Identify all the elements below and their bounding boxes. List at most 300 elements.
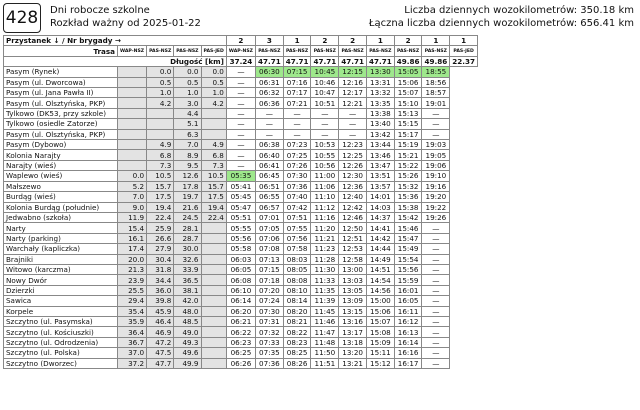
table-row bbox=[4, 358, 478, 368]
departure-time: 06:03 bbox=[226, 254, 255, 264]
departure-time: — bbox=[339, 129, 367, 139]
table-row bbox=[4, 192, 478, 202]
departure-time: 13:35 bbox=[366, 98, 394, 108]
departure-time: — bbox=[422, 358, 450, 368]
departure-time: 07:20 bbox=[255, 285, 283, 295]
departure-time: 14:01 bbox=[366, 192, 394, 202]
departure-time: — bbox=[226, 129, 255, 139]
departure-time: 06:30 bbox=[255, 67, 283, 77]
departure-time: 07:24 bbox=[255, 296, 283, 306]
stop-distance: 6.3 bbox=[174, 129, 201, 139]
stop-distance: 19.4 bbox=[147, 202, 174, 212]
departure-time: 07:01 bbox=[255, 212, 283, 222]
departure-time: 07:58 bbox=[283, 244, 311, 254]
departure-time: 05:41 bbox=[226, 181, 255, 191]
departure-time: 15:21 bbox=[394, 150, 422, 160]
departure-time: 07:16 bbox=[283, 77, 311, 87]
departure-time: 11:23 bbox=[311, 244, 339, 254]
stop-name: Kolonia Narajty bbox=[4, 150, 118, 160]
stop-distance bbox=[118, 77, 147, 87]
departure-time: 07:40 bbox=[283, 192, 311, 202]
stop-distance: 7.0 bbox=[118, 192, 147, 202]
departure-time: 15:15 bbox=[394, 119, 422, 129]
departure-time: — bbox=[226, 108, 255, 118]
departure-time: 08:10 bbox=[283, 285, 311, 295]
departure-time: 15:42 bbox=[394, 212, 422, 222]
departure-time: 15:47 bbox=[394, 233, 422, 243]
departure-time: 07:36 bbox=[283, 181, 311, 191]
departure-time: 11:30 bbox=[311, 264, 339, 274]
departure-time: 12:23 bbox=[339, 140, 367, 150]
departure-time: 07:30 bbox=[255, 306, 283, 316]
departure-time: 06:55 bbox=[255, 192, 283, 202]
departure-time: 12:51 bbox=[339, 233, 367, 243]
departure-time: 07:32 bbox=[255, 327, 283, 337]
departure-time: 15:06 bbox=[394, 77, 422, 87]
stop-distance bbox=[201, 254, 226, 264]
stop-distance: 17.4 bbox=[118, 244, 147, 254]
stop-name: Narty bbox=[4, 223, 118, 233]
departure-time: 15:22 bbox=[394, 160, 422, 170]
departure-time: 08:14 bbox=[283, 296, 311, 306]
departure-time: 13:17 bbox=[339, 327, 367, 337]
departure-time: 11:06 bbox=[311, 181, 339, 191]
stop-distance: 37.0 bbox=[118, 348, 147, 358]
departure-time: 11:51 bbox=[311, 358, 339, 368]
stop-distance: 4.2 bbox=[147, 98, 174, 108]
departure-time: — bbox=[422, 233, 450, 243]
departure-time: 07:08 bbox=[255, 244, 283, 254]
stop-name: Brajniki bbox=[4, 254, 118, 264]
departure-time: — bbox=[226, 77, 255, 87]
stop-distance bbox=[201, 327, 226, 337]
departure-time: 10:53 bbox=[311, 140, 339, 150]
departure-time: — bbox=[283, 119, 311, 129]
brigade-number: 3 bbox=[255, 36, 283, 46]
departure-time: 11:47 bbox=[311, 327, 339, 337]
departure-time: 19:10 bbox=[422, 171, 450, 181]
departure-time: 14:03 bbox=[366, 202, 394, 212]
departure-time: 05:47 bbox=[226, 202, 255, 212]
stop-distance: 46.4 bbox=[147, 316, 174, 326]
departure-time: 06:36 bbox=[255, 98, 283, 108]
departure-time: 16:17 bbox=[394, 358, 422, 368]
departure-time: 08:22 bbox=[283, 327, 311, 337]
stop-distance bbox=[201, 296, 226, 306]
departure-time: 07:35 bbox=[255, 348, 283, 358]
distance-column-code: PAS-NSZ bbox=[174, 46, 201, 56]
departure-time: — bbox=[226, 140, 255, 150]
departure-time: 07:18 bbox=[255, 275, 283, 285]
trip-length: 47.71 bbox=[283, 56, 311, 66]
departure-time: 12:15 bbox=[339, 67, 367, 77]
table-row bbox=[4, 129, 478, 139]
departure-time: 19:01 bbox=[422, 98, 450, 108]
departure-time: 08:08 bbox=[283, 275, 311, 285]
departure-time: 14:49 bbox=[366, 254, 394, 264]
stop-name: Szczytno (ul. Pasymska) bbox=[4, 316, 118, 326]
departure-time: 13:20 bbox=[339, 348, 367, 358]
departure-time: 15:12 bbox=[366, 358, 394, 368]
departure-time: 06:21 bbox=[226, 316, 255, 326]
trasa-label: Trasa bbox=[4, 46, 118, 56]
stop-distance bbox=[201, 108, 226, 118]
departure-time: 06:20 bbox=[226, 306, 255, 316]
departure-time: 14:44 bbox=[366, 244, 394, 254]
departure-time: 07:31 bbox=[255, 316, 283, 326]
route-code: PAS-NSZ bbox=[422, 46, 450, 56]
stop-distance: 0.5 bbox=[147, 77, 174, 87]
stop-distance bbox=[118, 119, 147, 129]
departure-time: 06:22 bbox=[226, 327, 255, 337]
departure-time: — bbox=[311, 129, 339, 139]
table-row bbox=[4, 108, 478, 118]
departure-time: 07:36 bbox=[255, 358, 283, 368]
stop-distance bbox=[201, 119, 226, 129]
stop-name: Pasym (Rynek) bbox=[4, 67, 118, 77]
departure-time: 14:56 bbox=[366, 285, 394, 295]
departure-time: 19:05 bbox=[422, 150, 450, 160]
departure-time: 06:05 bbox=[226, 264, 255, 274]
stop-distance: 15.4 bbox=[118, 223, 147, 233]
departure-time: 08:23 bbox=[283, 337, 311, 347]
brigade-header-row bbox=[4, 36, 478, 46]
stop-distance: 36.4 bbox=[118, 327, 147, 337]
departure-time: 12:16 bbox=[339, 77, 367, 87]
departure-time: — bbox=[422, 119, 450, 129]
stop-distance: 47.2 bbox=[147, 337, 174, 347]
distance-column-code: PAS-NSZ bbox=[147, 46, 174, 56]
stop-name: Tylkowo (osiedle Zatorze) bbox=[4, 119, 118, 129]
departure-time: 15:10 bbox=[394, 98, 422, 108]
stop-distance: 30.4 bbox=[147, 254, 174, 264]
departure-time: 06:38 bbox=[255, 140, 283, 150]
table-row bbox=[4, 275, 478, 285]
table-row bbox=[4, 233, 478, 243]
departure-time: — bbox=[339, 108, 367, 118]
departure-time: 05:35 bbox=[226, 171, 255, 181]
stop-distance: 4.9 bbox=[201, 140, 226, 150]
brigade-number: 2 bbox=[311, 36, 339, 46]
departure-time: 12:40 bbox=[339, 192, 367, 202]
departure-time: — bbox=[226, 160, 255, 170]
stop-distance: 30.0 bbox=[174, 244, 201, 254]
stop-distance bbox=[201, 285, 226, 295]
departure-time: 15:19 bbox=[394, 140, 422, 150]
stop-distance: 0.5 bbox=[201, 77, 226, 87]
stop-name: Tylkowo (DK53, przy szkole) bbox=[4, 108, 118, 118]
stop-distance: 42.0 bbox=[174, 296, 201, 306]
departure-time: 05:51 bbox=[226, 212, 255, 222]
departure-time: 13:42 bbox=[366, 129, 394, 139]
route-number-badge: 428 bbox=[3, 3, 41, 33]
departure-time: — bbox=[255, 129, 283, 139]
stop-distance: 35.9 bbox=[118, 316, 147, 326]
departure-time: 11:12 bbox=[311, 202, 339, 212]
table-row bbox=[4, 88, 478, 98]
stop-distance: 5.2 bbox=[118, 181, 147, 191]
departure-time: — bbox=[311, 119, 339, 129]
departure-time: 16:12 bbox=[394, 316, 422, 326]
departure-time: 12:26 bbox=[339, 160, 367, 170]
departure-time: 19:26 bbox=[422, 212, 450, 222]
departure-time: — bbox=[422, 264, 450, 274]
brigade-number: 1 bbox=[283, 36, 311, 46]
table-row bbox=[4, 202, 478, 212]
stop-distance: 34.4 bbox=[147, 275, 174, 285]
departure-time: — bbox=[283, 129, 311, 139]
departure-time: 15:07 bbox=[394, 88, 422, 98]
stop-name: Szczytno (ul. Polska) bbox=[4, 348, 118, 358]
departure-time: 16:05 bbox=[394, 296, 422, 306]
departure-time: 12:42 bbox=[339, 202, 367, 212]
departure-time: 07:05 bbox=[255, 223, 283, 233]
table-row bbox=[4, 244, 478, 254]
brigade-number: 2 bbox=[339, 36, 367, 46]
departure-time: — bbox=[283, 108, 311, 118]
departure-time: 12:17 bbox=[339, 88, 367, 98]
departure-time: 11:50 bbox=[311, 348, 339, 358]
departure-time: 19:03 bbox=[422, 140, 450, 150]
departure-time: 08:21 bbox=[283, 316, 311, 326]
departure-time: 13:21 bbox=[339, 358, 367, 368]
stop-distance: 8.9 bbox=[174, 150, 201, 160]
stop-distance bbox=[118, 88, 147, 98]
stop-name: Witowo (karczma) bbox=[4, 264, 118, 274]
stop-distance bbox=[201, 348, 226, 358]
stop-distance bbox=[118, 108, 147, 118]
departure-time: 12:46 bbox=[339, 212, 367, 222]
departure-time: 05:55 bbox=[226, 223, 255, 233]
trip-length: 49.86 bbox=[394, 56, 422, 66]
brigade-number: 1 bbox=[450, 36, 478, 46]
stop-distance: 17.8 bbox=[174, 181, 201, 191]
departure-time: 13:31 bbox=[366, 77, 394, 87]
stop-distance: 0.0 bbox=[118, 171, 147, 181]
stop-distance bbox=[201, 316, 226, 326]
brigade-number: 2 bbox=[394, 36, 422, 46]
departure-time: 13:30 bbox=[366, 67, 394, 77]
stop-distance: 25.5 bbox=[118, 285, 147, 295]
corner-label: Przystanek ↓ / Nr brygady → bbox=[4, 36, 227, 46]
departure-time: 11:21 bbox=[311, 233, 339, 243]
stop-distance: 7.0 bbox=[174, 140, 201, 150]
stop-distance: 9.5 bbox=[174, 160, 201, 170]
stop-distance bbox=[118, 140, 147, 150]
stop-distance: 10.5 bbox=[147, 171, 174, 181]
departure-time: 14:41 bbox=[366, 223, 394, 233]
route-code: WAP-NSZ bbox=[226, 46, 255, 56]
stop-distance: 6.8 bbox=[201, 150, 226, 160]
stop-distance bbox=[201, 264, 226, 274]
stop-distance bbox=[201, 129, 226, 139]
table-row bbox=[4, 171, 478, 181]
departure-time: 18:56 bbox=[422, 77, 450, 87]
stop-name: Pasym (ul. Jana Pawła II) bbox=[4, 88, 118, 98]
stop-distance: 6.8 bbox=[147, 150, 174, 160]
stop-distance: 20.0 bbox=[118, 254, 147, 264]
departure-time: 05:56 bbox=[226, 233, 255, 243]
departure-time: 05:58 bbox=[226, 244, 255, 254]
stop-distance: 28.1 bbox=[174, 223, 201, 233]
departure-time: 07:33 bbox=[255, 337, 283, 347]
stop-distance: 47.7 bbox=[147, 358, 174, 368]
stop-distance: 10.5 bbox=[201, 171, 226, 181]
departure-time: 13:40 bbox=[366, 119, 394, 129]
departure-time: 10:55 bbox=[311, 150, 339, 160]
stop-distance: 5.1 bbox=[174, 119, 201, 129]
stop-distance: 47.5 bbox=[147, 348, 174, 358]
stop-name: Szczytno (Dworzec) bbox=[4, 358, 118, 368]
stop-name: Waplewo (wieś) bbox=[4, 171, 118, 181]
departure-time: 07:15 bbox=[255, 264, 283, 274]
total-daily-km: Łączna liczba dziennych wozokilometrów: 656.41 km bbox=[368, 18, 634, 29]
departure-time: 15:17 bbox=[394, 129, 422, 139]
departure-time: 15:09 bbox=[366, 337, 394, 347]
departure-time: 08:20 bbox=[283, 306, 311, 316]
departure-time: 15:08 bbox=[366, 327, 394, 337]
table-row bbox=[4, 160, 478, 170]
stop-distance: 15.7 bbox=[201, 181, 226, 191]
departure-time: 19:20 bbox=[422, 192, 450, 202]
schedule-title: Dni robocze szkolne bbox=[50, 5, 150, 16]
departure-time: 12:36 bbox=[339, 181, 367, 191]
stop-distance: 32.6 bbox=[174, 254, 201, 264]
stop-distance: 49.3 bbox=[174, 337, 201, 347]
departure-time: 06:31 bbox=[255, 77, 283, 87]
stop-name: Warchały (kapliczka) bbox=[4, 244, 118, 254]
departure-time: 07:21 bbox=[283, 98, 311, 108]
departure-time: 08:03 bbox=[283, 254, 311, 264]
trip-length: 22.37 bbox=[450, 56, 478, 66]
departure-time: 13:03 bbox=[339, 275, 367, 285]
departure-time: 11:20 bbox=[311, 223, 339, 233]
table-row bbox=[4, 98, 478, 108]
stop-name: Jedwabno (szkoła) bbox=[4, 212, 118, 222]
stop-distance: 1.0 bbox=[147, 88, 174, 98]
departure-time: — bbox=[255, 108, 283, 118]
route-code: PAS-NSZ bbox=[311, 46, 339, 56]
stop-distance bbox=[201, 337, 226, 347]
trip-length: 47.71 bbox=[366, 56, 394, 66]
departure-time: 07:56 bbox=[283, 233, 311, 243]
stop-distance: 12.6 bbox=[174, 171, 201, 181]
stop-distance: 33.9 bbox=[174, 264, 201, 274]
stop-distance: 36.5 bbox=[174, 275, 201, 285]
departure-time: — bbox=[422, 129, 450, 139]
stop-name: Małszewo bbox=[4, 181, 118, 191]
stop-name: Kolonia Burdąg (południe) bbox=[4, 202, 118, 212]
departure-time: 07:06 bbox=[255, 233, 283, 243]
timetable bbox=[3, 35, 478, 369]
stop-distance: 21.3 bbox=[118, 264, 147, 274]
departure-time: 07:23 bbox=[283, 140, 311, 150]
departure-time: — bbox=[226, 119, 255, 129]
table-row bbox=[4, 181, 478, 191]
stop-distance bbox=[118, 98, 147, 108]
departure-time: 16:16 bbox=[394, 348, 422, 358]
stop-distance: 17.5 bbox=[147, 192, 174, 202]
departure-time: — bbox=[422, 348, 450, 358]
brigade-number: 1 bbox=[422, 36, 450, 46]
table-row bbox=[4, 150, 478, 160]
departure-time: 15:11 bbox=[366, 348, 394, 358]
departure-time: — bbox=[226, 88, 255, 98]
departure-time: 13:38 bbox=[366, 108, 394, 118]
stop-distance: 49.9 bbox=[174, 358, 201, 368]
stop-distance bbox=[147, 129, 174, 139]
stop-distance: 48.0 bbox=[174, 306, 201, 316]
stop-distance: 31.8 bbox=[147, 264, 174, 274]
departure-time: 16:13 bbox=[394, 327, 422, 337]
stop-distance: 46.9 bbox=[147, 327, 174, 337]
departure-time: 12:30 bbox=[339, 171, 367, 181]
stop-name: Burdąg (wieś) bbox=[4, 192, 118, 202]
stop-distance: 11.9 bbox=[118, 212, 147, 222]
stop-distance: 4.9 bbox=[147, 140, 174, 150]
departure-time: 15:32 bbox=[394, 181, 422, 191]
departure-time: 11:46 bbox=[311, 316, 339, 326]
departure-time: 14:37 bbox=[366, 212, 394, 222]
stop-distance: 48.5 bbox=[174, 316, 201, 326]
stop-distance bbox=[118, 129, 147, 139]
departure-time: 15:00 bbox=[366, 296, 394, 306]
departure-time: 11:00 bbox=[311, 171, 339, 181]
departure-time: 16:14 bbox=[394, 337, 422, 347]
stop-distance bbox=[147, 119, 174, 129]
stop-distance bbox=[201, 358, 226, 368]
stop-distance bbox=[147, 108, 174, 118]
departure-time: 13:05 bbox=[339, 285, 367, 295]
departure-time: 13:00 bbox=[339, 264, 367, 274]
table-row bbox=[4, 327, 478, 337]
departure-time: 15:26 bbox=[394, 171, 422, 181]
trip-length: 47.71 bbox=[255, 56, 283, 66]
departure-time: 13:51 bbox=[366, 171, 394, 181]
stop-distance: 0.5 bbox=[174, 77, 201, 87]
departure-time: 11:33 bbox=[311, 275, 339, 285]
departure-time: 13:46 bbox=[366, 150, 394, 160]
stop-distance: 35.4 bbox=[118, 306, 147, 316]
departure-time: 14:51 bbox=[366, 264, 394, 274]
departure-time: 13:18 bbox=[339, 337, 367, 347]
departure-time: 13:32 bbox=[366, 88, 394, 98]
stop-name: Pasym (Dybowo) bbox=[4, 140, 118, 150]
table-row bbox=[4, 285, 478, 295]
departure-time: 07:15 bbox=[283, 67, 311, 77]
trip-length: 49.86 bbox=[422, 56, 450, 66]
departure-time: — bbox=[255, 119, 283, 129]
stop-distance: 7.3 bbox=[147, 160, 174, 170]
stop-distance: 9.0 bbox=[118, 202, 147, 212]
departure-time: — bbox=[226, 98, 255, 108]
departure-time: 07:17 bbox=[283, 88, 311, 98]
departure-time: 12:50 bbox=[339, 223, 367, 233]
stop-distance: 36.7 bbox=[118, 337, 147, 347]
table-row bbox=[4, 254, 478, 264]
departure-time: — bbox=[226, 150, 255, 160]
route-header-row bbox=[4, 46, 478, 56]
stop-name: Sawica bbox=[4, 296, 118, 306]
stop-distance bbox=[201, 223, 226, 233]
trip-length: 37.24 bbox=[226, 56, 255, 66]
departure-time: 15:56 bbox=[394, 264, 422, 274]
departure-time: 10:56 bbox=[311, 160, 339, 170]
departure-time: 07:13 bbox=[255, 254, 283, 264]
departure-time: 07:30 bbox=[283, 171, 311, 181]
table-row bbox=[4, 77, 478, 87]
departure-time: 11:16 bbox=[311, 212, 339, 222]
